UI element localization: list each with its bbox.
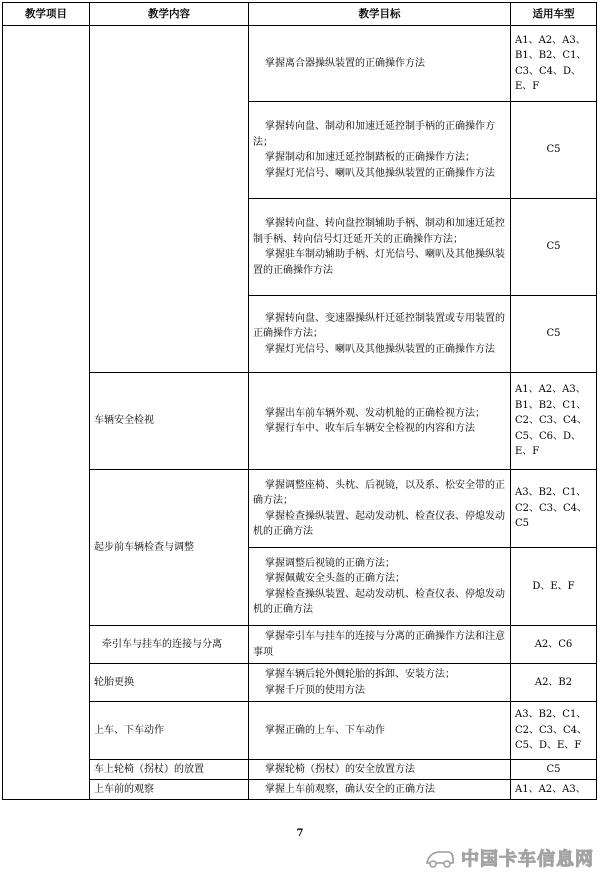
table-row xyxy=(3,702,597,760)
goal-cell xyxy=(249,780,511,800)
goal-line: 掌握离合器操纵装置的正确操作方法 xyxy=(265,57,425,69)
vehicle-cell: A3、B2、C1、C2、C3、C4、C5 xyxy=(511,470,597,548)
teaching-item-cell xyxy=(3,26,90,800)
content-cell: 上车、下车动作 xyxy=(90,702,249,760)
vehicle-cell: A2、C6 xyxy=(511,626,597,664)
content-cell: 轮胎更换 xyxy=(90,664,249,702)
goal-line: 掌握千斤顶的使用方法 xyxy=(265,684,365,696)
vehicle-cell: A1、A2、A3、B1、B2、C1、C3、C4、D、E、F xyxy=(511,26,597,102)
table-row xyxy=(3,26,597,102)
content-cell: 上车前的观察 xyxy=(90,780,249,800)
table-row xyxy=(3,664,597,702)
goal-line: 掌握检查操纵装置、起动发动机、检查仪表、停熄发动机的正确方法 xyxy=(253,510,505,537)
goal-line: 掌握转向盘、制动和加速迁延控制手柄的正确操作方法； xyxy=(253,121,495,148)
goal-cell xyxy=(249,664,511,702)
content-cell xyxy=(90,26,249,373)
goal-cell xyxy=(249,626,511,664)
document-table xyxy=(2,2,597,800)
goal-line: 掌握灯光信号、喇叭及其他操纵装置的正确操作方法 xyxy=(265,167,495,179)
header-vehicle-type: 适用车型 xyxy=(511,3,597,26)
goal-line: 掌握正确的上车、下车动作 xyxy=(265,724,385,736)
table-row xyxy=(3,760,597,780)
goal-line: 掌握牵引车与挂车的连接与分离的正确操作方法和注意事项 xyxy=(253,631,505,658)
vehicle-cell: A3、B2、C1、C2、C3、C4、C5、D、E、F xyxy=(511,702,597,760)
goal-cell xyxy=(249,26,511,102)
goal-line: 掌握车辆后轮外侧轮胎的拆卸、安装方法； xyxy=(265,669,455,680)
vehicle-cell: C5 xyxy=(511,296,597,373)
header-teaching-goal: 教学目标 xyxy=(249,3,511,26)
content-cell: 车上轮椅（拐杖）的放置 xyxy=(90,760,249,780)
truck-logo-icon xyxy=(425,847,455,869)
goal-cell xyxy=(249,102,511,199)
vehicle-cell: C5 xyxy=(511,102,597,199)
goal-line: 掌握行车中、收车后车辆安全检视的内容和方法 xyxy=(265,423,475,434)
header-teaching-item: 教学项目 xyxy=(3,3,90,26)
goal-line: 掌握调整座椅、头枕、后视镜，以及系、松安全带的正确方法； xyxy=(253,479,505,506)
goal-line: 掌握调整后视镜的正确方法； xyxy=(265,557,395,569)
vehicle-cell: D、E、F xyxy=(511,548,597,626)
vehicle-cell: A1、A2、A3、B1、B2、C1、C2、C3、C4、C5、C6、D、E、F xyxy=(511,373,597,470)
content-cell: 牵引车与挂车的连接与分离 xyxy=(90,626,249,664)
goal-line: 掌握转向盘、转向盘控制辅助手柄、制动和加速迁延控制手柄、转向信号灯迁延开关的正确操作方法； xyxy=(253,218,505,245)
goal-line: 掌握转向盘、变速器操纵杆迁延控制装置或专用装置的正确操作方法； xyxy=(253,312,505,340)
goal-cell xyxy=(249,760,511,780)
content-cell: 起步前车辆检查与调整 xyxy=(90,470,249,626)
table-row xyxy=(3,626,597,664)
table-row xyxy=(3,470,597,548)
goal-line: 掌握佩戴安全头盔的正确方法； xyxy=(265,573,405,584)
goal-cell xyxy=(249,373,511,470)
goal-cell xyxy=(249,548,511,626)
table-row xyxy=(3,780,597,800)
goal-line: 掌握灯光信号、喇叭及其他操纵装置的正确操作方法 xyxy=(265,343,495,355)
vehicle-cell: C5 xyxy=(511,760,597,780)
goal-line: 掌握出车前车辆外观、发动机舱的正确检视方法； xyxy=(265,407,485,419)
content-cell: 车辆安全检视 xyxy=(90,373,249,470)
goal-line: 掌握制动和加速迁延控制踏板的正确操作方法； xyxy=(265,152,475,163)
vehicle-cell: A2、B2 xyxy=(511,664,597,702)
goal-cell xyxy=(249,199,511,296)
goal-line: 掌握检查操纵装置、起动发动机、检查仪表、停熄发动机的正确方法 xyxy=(253,588,505,615)
table-header-row xyxy=(3,3,597,26)
goal-cell xyxy=(249,702,511,760)
goal-cell xyxy=(249,470,511,548)
goal-line: 掌握驻车制动辅助手柄、灯光信号、喇叭及其他操纵装置的正确操作方法 xyxy=(253,249,505,276)
table-row xyxy=(3,373,597,470)
header-teaching-content: 教学内容 xyxy=(90,3,249,26)
goal-line: 掌握上车前观察，确认安全的正确方法 xyxy=(265,783,435,795)
vehicle-cell: A1、A2、A3、 xyxy=(511,780,597,800)
watermark xyxy=(414,845,594,871)
watermark-text: 中国卡车信息网 xyxy=(461,849,594,870)
goal-line: 掌握轮椅（拐杖）的安全放置方法 xyxy=(265,763,415,775)
page-number: 7 xyxy=(296,828,304,839)
goal-cell xyxy=(249,296,511,373)
vehicle-cell: C5 xyxy=(511,199,597,296)
